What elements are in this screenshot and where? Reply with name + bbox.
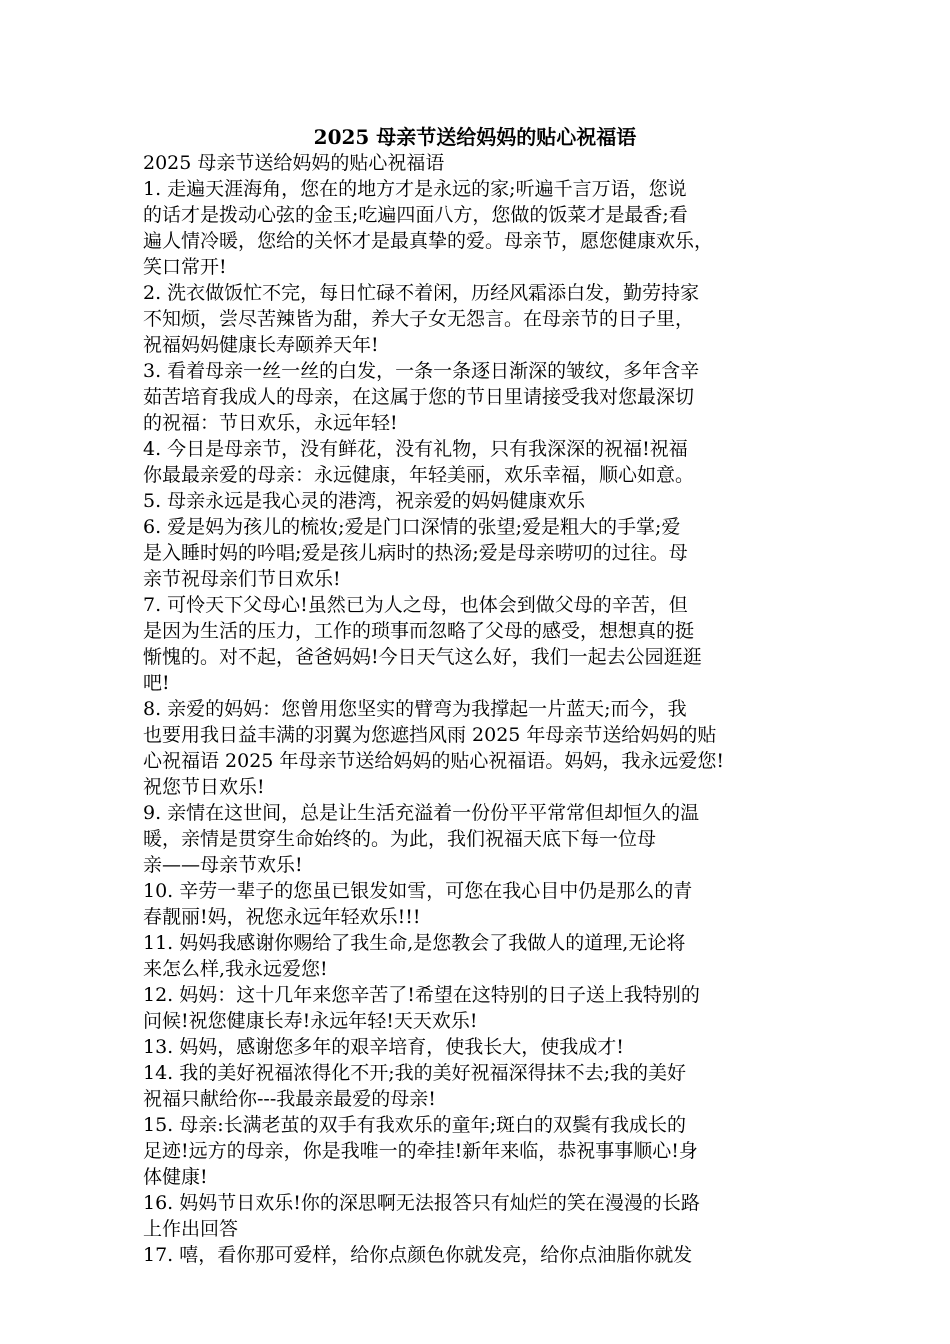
text-line: 笑口常开! [143, 256, 227, 278]
text-line: 7. 可怜天下父母心!虽然已为人之母，也体会到做父母的辛苦，但 [143, 594, 688, 616]
document-body [143, 150, 813, 1268]
text-line: 15. 母亲:长满老茧的双手有我欢乐的童年;斑白的双鬓有我成长的 [143, 1114, 687, 1136]
text-line: 亲——母亲节欢乐! [143, 854, 303, 876]
text-line: 不知烦，尝尽苦辣皆为甜，养大子女无怨言。在母亲节的日子里， [143, 308, 695, 330]
text-line: 14. 我的美好祝福浓得化不开;我的美好祝福深得抹不去;我的美好 [143, 1062, 687, 1084]
text-line: 亲节祝母亲们节日欢乐! [143, 568, 341, 590]
text-line: 16. 妈妈节日欢乐!你的深思啊无法报答只有灿烂的笑在漫漫的长路 [143, 1192, 700, 1214]
text-line: 上作出回答 [143, 1218, 239, 1240]
text-line: 12. 妈妈：这十几年来您辛苦了!希望在这特别的日子送上我特别的 [143, 984, 700, 1006]
text-line: 17. 嘻，看你那可爱样，给你点颜色你就发亮，给你点油脂你就发 [143, 1244, 693, 1266]
text-line: 是入睡时妈的吟唱;爱是孩儿病时的热汤;爱是母亲唠叨的过往。母 [143, 542, 688, 564]
text-line: 来怎么样,我永远爱您! [143, 958, 328, 980]
text-line: 问候!祝您健康长寿!永远年轻!天天欢乐! [143, 1010, 478, 1032]
text-line: 1. 走遍天涯海角，您在的地方才是永远的家;听遍千言万语，您说 [143, 178, 687, 200]
document-title: 2025 母亲节送给妈妈的贴心祝福语 [313, 125, 637, 149]
text-line: 9. 亲情在这世间，总是让生活充溢着一份份平平常常但却恒久的温 [143, 802, 700, 824]
text-line: 祝福只献给你---我最亲最爱的母亲! [143, 1088, 436, 1110]
text-line: 4. 今日是母亲节，没有鲜花，没有礼物，只有我深深的祝福!祝福 [143, 438, 688, 460]
text-line: 你最最亲爱的母亲：永远健康，年轻美丽，欢乐幸福，顺心如意。 [143, 464, 695, 486]
text-line: 吧! [143, 672, 170, 694]
text-line: 8. 亲爱的妈妈：您曾用您坚实的臂弯为我撑起一片蓝天;而今，我 [143, 698, 687, 720]
text-line: 也要用我日益丰满的羽翼为您遮挡风雨 2025 年母亲节送给妈妈的贴 [143, 724, 717, 746]
text-line: 5. 母亲永远是我心灵的港湾，祝亲爱的妈妈健康欢乐 [143, 490, 586, 512]
text-line: 13. 妈妈，感谢您多年的艰辛培育，使我长大，使我成才! [143, 1036, 624, 1058]
text-line: 暖，亲情是贯穿生命始终的。为此，我们祝福天底下每一位母 [143, 828, 657, 850]
text-line: 2025 母亲节送给妈妈的贴心祝福语 [143, 152, 445, 174]
text-line: 心祝福语 2025 年母亲节送给妈妈的贴心祝福语。妈妈，我永远爱您! [143, 750, 725, 772]
text-line: 春靓丽!妈，祝您永远年轻欢乐!!! [143, 906, 421, 928]
text-line: 是因为生活的压力，工作的琐事而忽略了父母的感受，想想真的挺 [143, 620, 695, 642]
text-line: 2. 洗衣做饭忙不完，每日忙碌不着闲，历经风霜添白发，勤劳持家 [143, 282, 700, 304]
text-line: 足迹!远方的母亲，你是我唯一的牵挂!新年来临，恭祝事事顺心!身 [143, 1140, 698, 1162]
text-line: 的祝福：节日欢乐，永远年轻! [143, 412, 398, 434]
text-line: 3. 看着母亲一丝一丝的白发，一条一条逐日渐深的皱纹，多年含辛 [143, 360, 700, 382]
text-line: 祝您节日欢乐! [143, 776, 265, 798]
text-line: 6. 爱是妈为孩儿的梳妆;爱是门口深情的张望;爱是粗大的手掌;爱 [143, 516, 681, 538]
text-line: 惭愧的。对不起，爸爸妈妈!今日天气这么好，我们一起去公园逛逛 [143, 646, 702, 668]
text-line: 祝福妈妈健康长寿颐养天年! [143, 334, 379, 356]
text-line: 遍人情冷暖，您给的关怀才是最真挚的爱。母亲节，愿您健康欢乐， [143, 230, 714, 252]
text-line: 10. 辛劳一辈子的您虽已银发如雪，可您在我心目中仍是那么的青 [143, 880, 693, 902]
text-line: 11. 妈妈我感谢你赐给了我生命,是您教会了我做人的道理,无论将 [143, 932, 686, 954]
text-line: 的话才是拨动心弦的金玉;吃遍四面八方，您做的饭菜才是最香;看 [143, 204, 688, 226]
text-line: 茹苦培育我成人的母亲，在这属于您的节日里请接受我对您最深切 [143, 386, 695, 408]
text-line: 体健康! [143, 1166, 208, 1188]
